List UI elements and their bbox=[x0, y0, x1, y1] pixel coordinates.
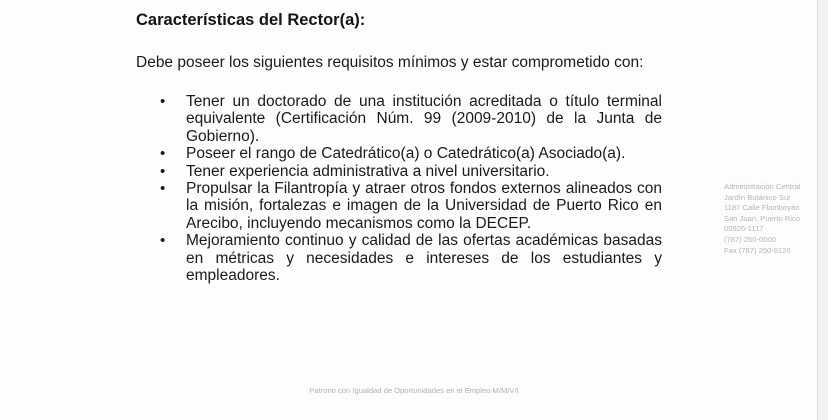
bullet-icon: • bbox=[160, 93, 166, 110]
bullet-icon: • bbox=[160, 180, 166, 198]
list-item-text: Propulsar la Filantropía y atraer otros fondos externos alineados con la misión, fortalezas e imagen de la Universidad de Puerto Rico en Arecibo, incluyendo mecanismos como la DECEP. bbox=[186, 180, 662, 232]
address-line: Fax (787) 250-6120 bbox=[724, 245, 791, 255]
page-footer: Patrono con Igualdad de Oportunidades en el Empleo M/M/V/I bbox=[309, 386, 519, 395]
list-item bbox=[146, 93, 662, 145]
requirements-list bbox=[146, 93, 662, 284]
list-item bbox=[146, 145, 662, 162]
bullet-icon: • bbox=[160, 232, 166, 250]
page-edge bbox=[817, 0, 828, 420]
section-heading: Características del Rector(a): bbox=[136, 11, 366, 29]
list-item bbox=[146, 163, 662, 180]
list-item-text: Tener un doctorado de una institución acreditada o título terminal equivalente (Certificación Núm. 99 (2009-2010) de la Junta de Gobierno). bbox=[186, 93, 662, 145]
address-line: Administración Central bbox=[724, 182, 801, 191]
address-line: 1187 Calle Flamboyán bbox=[724, 203, 800, 213]
list-item-text: Poseer el rango de Catedrático(a) o Catedrático(a) Asociado(a). bbox=[186, 145, 626, 163]
address-line: (787) 250-0000 bbox=[724, 234, 776, 244]
address-line: San Juan, Puerto Rico bbox=[724, 213, 800, 223]
list-item-text: Mejoramiento continuo y calidad de las ofertas académicas basadas en métricas y necesidades e intereses de los estudiantes y empleadores. bbox=[186, 232, 662, 285]
intro-paragraph: Debe poseer los siguientes requisitos mínimos y estar comprometido con: bbox=[136, 54, 644, 71]
list-item-text: Tener experiencia administrativa a nivel universitario. bbox=[186, 162, 550, 180]
address-line: 00926-1117 bbox=[724, 224, 764, 234]
bullet-icon: • bbox=[160, 162, 166, 180]
address-line: Jardín Botánico Sur bbox=[724, 192, 791, 202]
bullet-icon: • bbox=[160, 145, 166, 163]
list-item bbox=[146, 232, 662, 284]
office-address bbox=[724, 182, 820, 256]
list-item bbox=[146, 180, 662, 232]
